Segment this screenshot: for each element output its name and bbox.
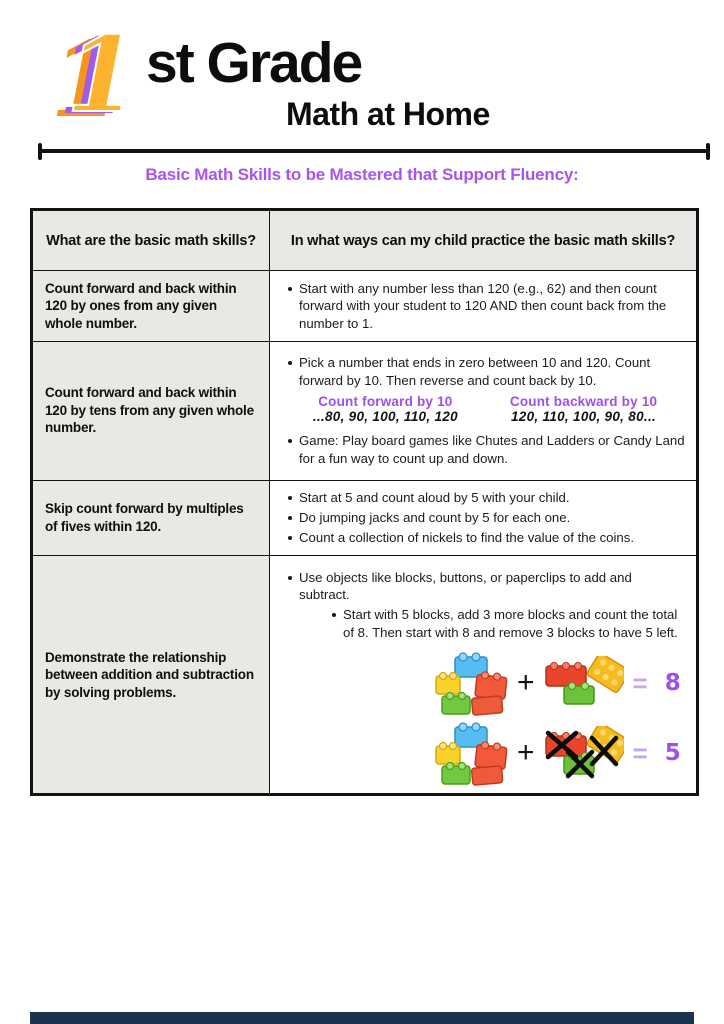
skill-addition-subtraction: Demonstrate the relationship between addition and subtraction by solving problems.: [32, 556, 270, 795]
practice-skip-count-fives: [270, 480, 698, 556]
page-subtitle: Math at Home: [286, 96, 490, 132]
bullet-item: Count a collection of nickels to find the value of the coins.: [284, 529, 686, 547]
lego-cluster-three-blocks-icon: [544, 656, 624, 710]
equals-sign: =: [632, 738, 648, 769]
skill-skip-count-fives: Skip count forward by multiples of fives within 120.: [32, 480, 270, 556]
table-header-row: [32, 210, 698, 271]
count-backward-sequence: 120, 110, 100, 90, 80...: [510, 409, 657, 425]
count-backward-column: [510, 394, 657, 424]
count-forward-label: Count forward by 10: [318, 394, 453, 410]
equation-subtraction: [434, 719, 686, 787]
equation-result: 8: [664, 669, 681, 696]
bullet-item: Start with any number less than 120 (e.g., 62) and then count forward with your student to 120 AND then count back from the number to 1.: [284, 280, 686, 333]
skill-count-by-ones: Count forward and back within 120 by ones from any given whole number.: [32, 271, 270, 342]
bullet-item: Game: Play board games like Chutes and Ladders or Candy Land for a fun way to count up and down.: [284, 432, 686, 467]
count-backward-label: Count backward by 10: [509, 394, 658, 410]
equals-sign: =: [632, 668, 648, 699]
table-row: [32, 341, 698, 480]
bullet-item: Do jumping jacks and count by 5 for each one.: [284, 509, 686, 527]
practice-count-by-ones: [270, 271, 698, 342]
block-equations: [434, 649, 686, 787]
page-title: st Grade: [146, 31, 362, 95]
section-heading: Basic Math Skills to be Mastered that Support Fluency:: [145, 165, 579, 184]
practice-count-by-tens: [270, 341, 698, 480]
bullet-list: [284, 354, 686, 389]
number-line-divider: [38, 149, 710, 153]
count-demo: [284, 394, 686, 424]
equation-addition: [434, 649, 686, 717]
grade-one-logo: 1: [66, 13, 139, 136]
practice-addition-subtraction: [270, 556, 698, 795]
bullet-item: Pick a number that ends in zero between 10 and 120. Count forward by 10. Then reverse and count back by 10.: [284, 354, 686, 389]
equation-result: 5: [664, 739, 681, 766]
bullet-list: [284, 569, 686, 642]
header-skills-column: What are the basic math skills?: [32, 210, 270, 271]
bullet-item: Use objects like blocks, buttons, or paperclips to add and subtract.: [284, 569, 686, 604]
bullet-list: [284, 489, 686, 547]
plus-sign: +: [517, 666, 535, 700]
table-row: [32, 480, 698, 556]
skills-table: [30, 208, 699, 796]
skill-count-by-tens: Count forward and back within 120 by tens from any given whole number.: [32, 341, 270, 480]
header-practice-column: In what ways can my child practice the basic math skills?: [270, 210, 698, 271]
table-row: [32, 556, 698, 795]
lego-cluster-five-blocks-icon: [434, 720, 508, 786]
plus-sign: +: [517, 736, 535, 770]
lego-cluster-crossed-out-blocks-icon: [544, 726, 624, 780]
bullet-list: [284, 432, 686, 467]
bullet-list: [284, 280, 686, 333]
table-row: [32, 271, 698, 342]
lego-cluster-five-blocks-icon: [434, 650, 508, 716]
count-forward-sequence: ...80, 90, 100, 110, 120: [312, 409, 458, 425]
sub-bullet-item: Start with 5 blocks, add 3 more blocks and count the total of 8. Then start with 8 and remove 3 blocks to have 5 left.: [328, 606, 686, 641]
bullet-item: Start at 5 and count aloud by 5 with your child.: [284, 489, 686, 507]
count-forward-column: [313, 394, 458, 424]
next-page-edge: [30, 1012, 694, 1024]
